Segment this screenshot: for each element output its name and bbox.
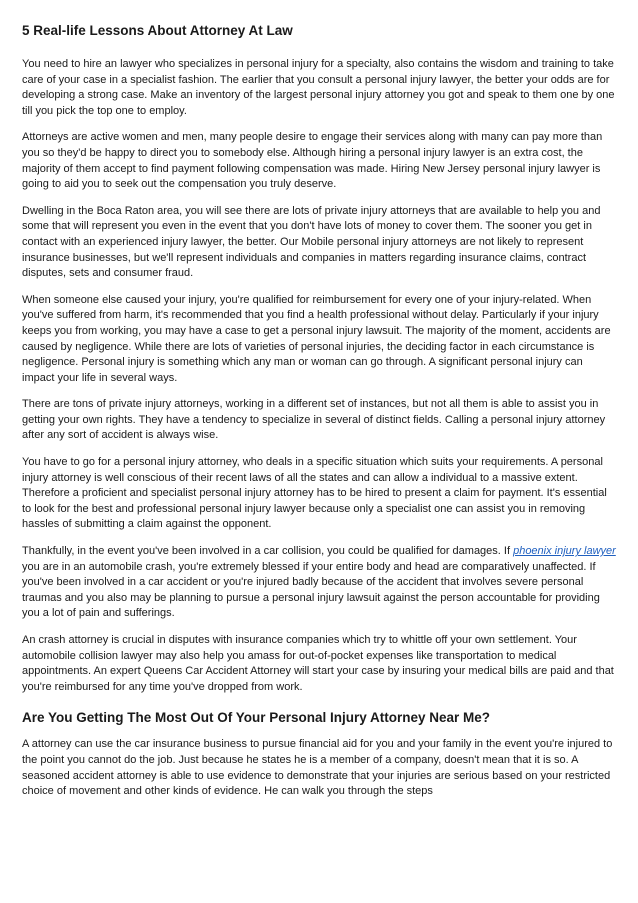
paragraph-8: An crash attorney is crucial in disputes with insurance companies which try to whittle off your own settlement. Your automobile collision lawyer may also help you amass for out-of-pocket expenses like transportation to medical appointments. An expert Queens Car Accident Attorney will start your case by insuring your medical bills are paid and that you're reimbursed for any time you've dropped from work.: [22, 634, 614, 693]
document-page: [22, 22, 618, 811]
page-title: 5 Real-life Lessons About Attorney At Law: [22, 23, 293, 38]
paragraph-7: [22, 544, 618, 622]
phoenix-injury-lawyer-link[interactable]: phoenix injury lawyer: [513, 545, 616, 558]
paragraph-4: When someone else caused your injury, you're qualified for reimbursement for every one of your injury-related. When you've suffered from harm, it's recommended that you find a health professional without delay. Particularly if your injury keeps you from working, you may have a case to get a personal injury lawsuit. The majority of the moment, accidents are caused by negligence. While there are lots of varieties of personal injuries, the deciding factor in each circumstance is negligence. Personal injury is something which any man or woman can go through. A significant personal injury can impact your life in several ways.: [22, 293, 611, 384]
paragraph-9: A attorney can use the car insurance business to pursue financial aid for you and your family in the event you're injured to the point you cannot do the job. Just because he states he is a member of a company, doesn't mean that it is so. A seasoned accident attorney is able to use evidence to demonstrate that your injuries are serious based on your restricted choice of movement and other kinds of evidence. He can walk you through the steps: [22, 738, 613, 798]
section-heading: Are You Getting The Most Out Of Your Personal Injury Attorney Near Me?: [22, 710, 491, 726]
paragraph-5: There are tons of private injury attorneys, working in a different set of instances, but not all them is able to assist you in getting your own rights. They have a tendency to specialize in several of distinct fields. Calling a personal injury attorney after any sort of accident is always wise.: [22, 398, 606, 442]
paragraph-7-after-link: you are in an automobile crash, you're extremely blessed if your entire body and head are comparatively unaffected. If you've been involved in a car accident or you're injured badly because of the accident that involves severe personal traumas and you also may be planning to pursue a personal injury lawsuit against the person accountable for providing you a lot of pain and sufferings.: [22, 560, 600, 620]
paragraph-1: You need to hire an lawyer who specializes in personal injury for a specialty, also contains the wisdom and training to take care of your case in a specialist fashion. The earlier that you consult a personal injury lawyer, the better your odds are for developing a strong case. Make an inventory of the largest personal injury attorney you got and speak to them one by one till you pick the top one to employ.: [22, 58, 615, 117]
paragraph-3: Dwelling in the Boca Raton area, you will see there are lots of private injury attorneys that are available to help you and some that will represent you even in the event that you don't have lots of money to cover them. The sooner you get in contact with an experienced injury lawyer, the better. Our Mobile personal injury attorneys are not likely to represent insurance businesses, but we'll represent individuals and companies in matters regarding insurance claims, contract disputes, sets and consumer fraud.: [22, 204, 601, 280]
paragraph-7-before-link: Thankfully, in the event you've been involved in a car collision, you could be qualified for damages. If: [22, 545, 514, 558]
paragraph-2: Attorneys are active women and men, many people desire to engage their services along with many can pay more than you so they'd be happy to direct you to somebody else. Although hiring a personal injury lawyer is an extra cost, the majority of them accept to find payment following compensation was made. Hiring New Jersey personal injury lawyer is going to aid you to seek out the compensation you truly deserve.: [22, 131, 603, 191]
paragraph-6: You have to go for a personal injury attorney, who deals in a specific situation which suits your requirements. A personal injury attorney is well conscious of their recent laws of all the states and can allow a individual to a massive extent. Therefore a proficient and specialist personal injury attorney has to be hired to present a claim for payment. It's essential to look for the best and professional personal injury lawyer because only a specialist one can assist you in removing hassles of submitting a claim against the opponent.: [22, 456, 607, 531]
